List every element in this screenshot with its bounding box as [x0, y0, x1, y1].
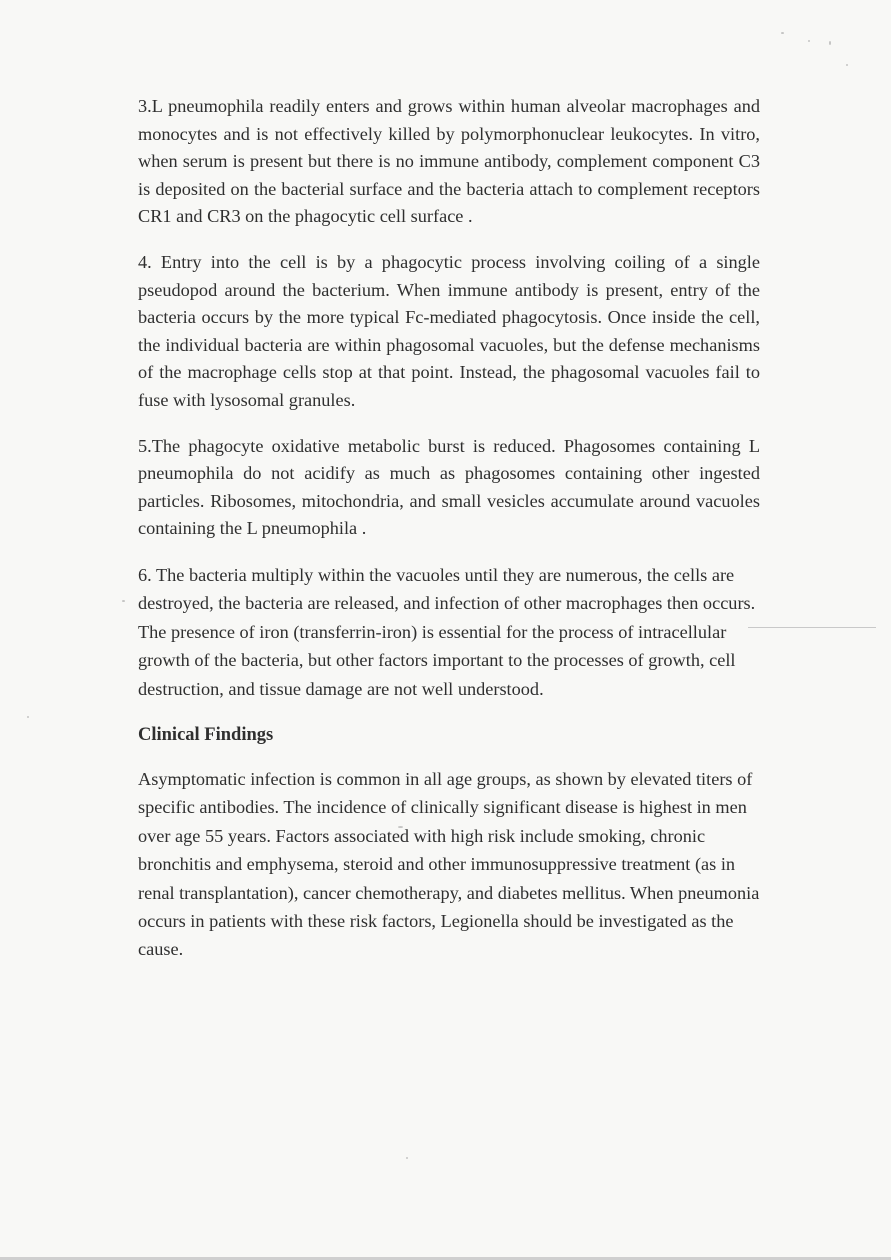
scan-speck [829, 41, 831, 45]
clinical-findings-paragraph: Asymptomatic infection is common in all age groups, as shown by elevated titers of specific antibodies. The incidence of clinically significant disease is highest in men over age 55 years. Factors associated with high risk include smoking, chronic bronchitis and emphysema, steroid and other immunosuppressive treatment (as in renal transplantation), cancer chemotherapy, and diabetes mellitus. When pneumonia occurs in patients with these risk factors, Legionella should be investigated as the cause. [138, 768, 760, 960]
paragraph-5: 5.The phagocyte oxidative metabolic burst is reduced. Phagosomes containing L pneumophila do not acidify as much as phagosomes containing other ingested particles. Ribosomes, mitochondria, and small vesicles accumulate around vacuoles containing the L pneumophila . [138, 435, 760, 539]
scan-speck [406, 1157, 408, 1159]
paragraph-3: 3.L pneumophila readily enters and grows within human alveolar macrophages and monocytes and is not effectively killed by polymorphonuclear leukocytes. In vitro, when serum is present but there is no immune antibody, complement component C3 is deposited on the bacterial surface and the bacteria attach to complement receptors CR1 and CR3 on the phagocytic cell surface . [138, 96, 760, 227]
scan-line [748, 627, 876, 628]
document-body [138, 93, 760, 964]
scan-speck [781, 32, 784, 34]
scan-speck [846, 64, 848, 66]
scan-speck [122, 600, 125, 602]
paragraph-4: 4. Entry into the cell is by a phagocytic process involving coiling of a single pseudopod around the bacterium. When immune antibody is present, entry of the bacteria occurs by the more typical Fc-mediated phagocytosis. Once inside the cell, the individual bacteria are within phagosomal vacuoles, but the defense mechanisms of the macrophage cells stop at that point. Instead, the phagosomal vacuoles fail to fuse with lysosomal granules. [138, 251, 760, 410]
scan-speck [808, 40, 810, 42]
scan-speck [27, 716, 29, 718]
section-heading-clinical-findings: Clinical Findings [138, 724, 274, 745]
paragraph-6: 6. The bacteria multiply within the vacuoles until they are numerous, the cells are destroyed, the bacteria are released, and infection of other macrophages then occurs. The presence of iron (transferrin-iron) is essential for the process of intracellular growth of the bacteria, but other factors important to the processes of growth, cell destruction, and tissue damage are not well understood. [138, 564, 756, 699]
